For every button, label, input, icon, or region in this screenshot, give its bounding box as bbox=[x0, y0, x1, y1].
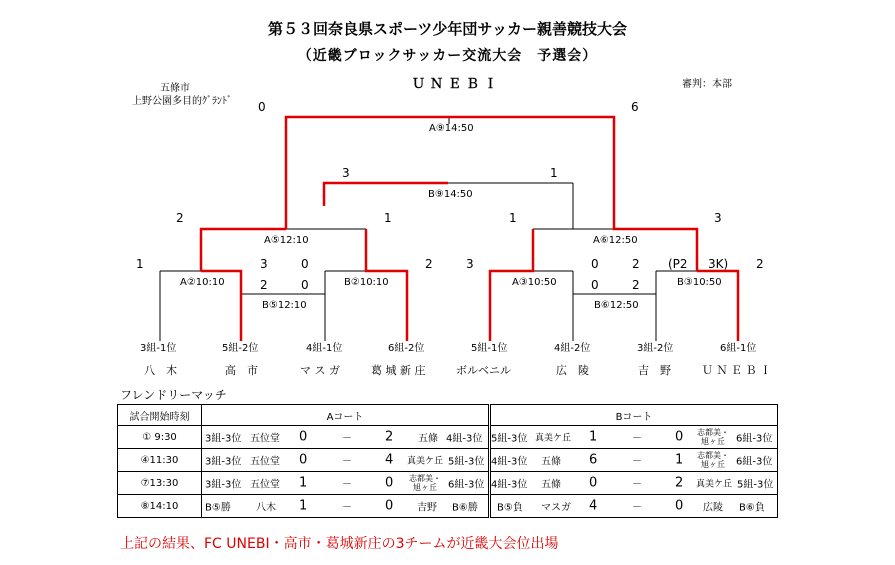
right-score: 4 bbox=[385, 452, 394, 468]
qf1-score-right: 3 bbox=[260, 257, 268, 271]
table-row bbox=[118, 472, 778, 495]
team-name: 吉 野 bbox=[638, 364, 671, 377]
left-team: マスガ bbox=[541, 502, 571, 514]
right-seed: 6組-3位 bbox=[736, 433, 773, 445]
right-seed: B⑥負 bbox=[739, 502, 765, 514]
left-score: 1 bbox=[299, 498, 308, 514]
header-court-a: Aコート bbox=[202, 405, 490, 426]
right-team: 五條 bbox=[418, 433, 438, 445]
team-seed: 5組-2位 bbox=[222, 343, 259, 354]
qf3-score-right: 0 bbox=[591, 257, 599, 271]
qf4-score-left: (P2 bbox=[668, 257, 688, 271]
qf4-mid-score: 2 bbox=[632, 257, 640, 271]
left-score: 1 bbox=[299, 475, 308, 491]
match-time: ④11:30 bbox=[118, 449, 202, 472]
right-team-line2: 旭ヶ丘 bbox=[413, 483, 437, 492]
dash: － bbox=[342, 433, 352, 445]
right-team-line1: 志都美・ bbox=[697, 451, 729, 460]
semi-left-score-right: 1 bbox=[384, 211, 392, 225]
referee-label: 審判：本部 bbox=[682, 79, 732, 90]
team-seed: 3組-2位 bbox=[637, 343, 674, 354]
semi-right-score-left: 1 bbox=[509, 211, 517, 225]
qf2-score-right: 2 bbox=[425, 257, 433, 271]
venue-city: 五條市 bbox=[160, 83, 190, 94]
qf2-score-left: 0 bbox=[301, 257, 309, 271]
team-name: 八 木 bbox=[144, 364, 177, 377]
dash: － bbox=[342, 502, 352, 514]
friendly-match-heading: フレンドリーマッチ bbox=[120, 388, 227, 402]
qf1-label: A②10:10 bbox=[180, 277, 225, 288]
team-seed: 4組-1位 bbox=[306, 343, 343, 354]
right-team: 吉野 bbox=[417, 502, 437, 514]
right-team: 広陵 bbox=[703, 502, 723, 514]
right-score: 2 bbox=[385, 429, 394, 445]
left-score: 1 bbox=[589, 429, 598, 445]
dash: － bbox=[632, 433, 642, 445]
header-court-b: Bコート bbox=[490, 405, 778, 426]
semi-right-label: A⑥12:50 bbox=[593, 235, 638, 246]
right-score: 2 bbox=[675, 475, 684, 491]
team-name: ボルベニル bbox=[456, 364, 511, 377]
qf1-score-left: 1 bbox=[136, 257, 144, 271]
qf4-score-right: 3K) bbox=[708, 257, 729, 271]
final-score-left: 0 bbox=[258, 100, 266, 114]
right-team-line2: 旭ヶ丘 bbox=[701, 460, 725, 469]
b6-score-left: 0 bbox=[591, 278, 599, 292]
semi-left-score-left: 2 bbox=[176, 211, 184, 225]
dash: － bbox=[632, 502, 642, 514]
third-label: B⑨14:50 bbox=[428, 189, 473, 200]
left-seed: B⑤負 bbox=[497, 502, 523, 514]
third-score-left: 3 bbox=[342, 166, 350, 180]
team-seed: 5組-1位 bbox=[471, 343, 508, 354]
right-team: 真美ケ丘 bbox=[696, 479, 733, 490]
table-row bbox=[118, 495, 778, 518]
b5-label: B⑤12:10 bbox=[262, 300, 307, 311]
b6-score-right: 2 bbox=[632, 278, 640, 292]
left-team: 五位堂 bbox=[250, 433, 280, 445]
left-team: 八木 bbox=[256, 502, 276, 514]
match-time: ① 9:30 bbox=[118, 426, 202, 449]
header-time: 試合開始時刻 bbox=[118, 405, 202, 426]
left-score: 4 bbox=[589, 498, 598, 514]
left-team: 五條 bbox=[541, 479, 561, 491]
team-name: マ ス ガ bbox=[300, 364, 340, 377]
result-note: 上記の結果、FC UNEBI・高市・葛城新庄の3チームが近畿大会位出場 bbox=[120, 536, 559, 552]
team-name: 広 陵 bbox=[556, 364, 589, 377]
qf4-score-far: 2 bbox=[756, 257, 764, 271]
friendly-match-table bbox=[117, 404, 778, 518]
left-team: 五條 bbox=[541, 456, 561, 468]
team-name: 高 市 bbox=[225, 364, 258, 377]
right-score: 1 bbox=[675, 452, 684, 468]
page-title: 第５３回奈良県スポーツ少年団サッカー親善競技大会 bbox=[267, 20, 628, 38]
semi-right-score-right: 3 bbox=[714, 211, 722, 225]
right-team: 真美ケ丘 bbox=[407, 456, 444, 467]
right-team-line2: 旭ヶ丘 bbox=[701, 437, 725, 446]
b5-score-left: 2 bbox=[260, 278, 268, 292]
champion-label: ＵＮＥＢＩ bbox=[412, 77, 503, 92]
qf3-label: A③10:50 bbox=[512, 277, 557, 288]
b6-label: B⑥12:50 bbox=[594, 300, 639, 311]
left-seed: 3組-3位 bbox=[205, 433, 242, 445]
left-seed: 3組-3位 bbox=[205, 456, 242, 468]
match-time: ⑦13:30 bbox=[118, 472, 202, 495]
right-score: 0 bbox=[675, 498, 684, 514]
right-team-line1: 志都美・ bbox=[697, 428, 729, 437]
right-seed: 6組-3位 bbox=[448, 479, 485, 491]
qf2-label: B②10:10 bbox=[344, 277, 389, 288]
dash: － bbox=[342, 479, 352, 491]
left-seed: 3組-3位 bbox=[205, 479, 242, 491]
final-score-right: 6 bbox=[631, 100, 639, 114]
team-name: 葛 城 新 庄 bbox=[371, 364, 426, 377]
right-seed: 5組-3位 bbox=[448, 456, 485, 468]
right-seed: 4組-3位 bbox=[446, 433, 483, 445]
left-score: 0 bbox=[589, 475, 598, 491]
dash: － bbox=[632, 479, 642, 491]
left-score: 0 bbox=[299, 452, 308, 468]
match-time: ⑧14:10 bbox=[118, 495, 202, 518]
venue-ground: 上野公園多目的ｸﾞﾗﾝﾄﾞ bbox=[132, 96, 232, 107]
left-seed: B⑤勝 bbox=[205, 502, 231, 514]
left-team: 五位堂 bbox=[250, 456, 280, 468]
left-seed: 5組-3位 bbox=[491, 433, 528, 445]
semi-left-label: A⑤12:10 bbox=[264, 235, 309, 246]
team-name: Ｕ Ｎ Ｅ Ｂ Ｉ bbox=[702, 364, 771, 377]
right-seed: B⑥勝 bbox=[452, 502, 478, 514]
left-seed: 4組-3位 bbox=[491, 456, 528, 468]
right-seed: 6組-3位 bbox=[736, 456, 773, 468]
left-score: 6 bbox=[589, 452, 598, 468]
page-subtitle: （近畿ブロックサッカー交流大会 予選会） bbox=[297, 48, 598, 64]
right-seed: 5組-3位 bbox=[737, 479, 774, 491]
qf3-score-left: 3 bbox=[466, 257, 474, 271]
dash: － bbox=[342, 456, 352, 468]
team-seed: 3組-1位 bbox=[140, 343, 177, 354]
third-score-right: 1 bbox=[550, 166, 558, 180]
right-score: 0 bbox=[385, 498, 394, 514]
final-label: A⑨14:50 bbox=[429, 123, 474, 134]
left-seed: 4組-3位 bbox=[491, 479, 528, 491]
right-score: 0 bbox=[385, 475, 394, 491]
b5-score-right: 0 bbox=[301, 278, 309, 292]
team-seed: 4組-2位 bbox=[554, 343, 591, 354]
table-header-row bbox=[118, 405, 778, 426]
team-seed: 6組-2位 bbox=[388, 343, 425, 354]
left-score: 0 bbox=[299, 429, 308, 445]
right-team-line1: 志都美・ bbox=[409, 474, 441, 483]
right-score: 0 bbox=[675, 429, 684, 445]
qf4-label: B③10:50 bbox=[677, 277, 722, 288]
table-row bbox=[118, 449, 778, 472]
left-team: 五位堂 bbox=[250, 479, 280, 491]
table-row bbox=[118, 426, 778, 449]
left-team: 真美ケ丘 bbox=[535, 433, 572, 444]
team-seed: 6組-1位 bbox=[720, 343, 757, 354]
dash: － bbox=[632, 456, 642, 468]
